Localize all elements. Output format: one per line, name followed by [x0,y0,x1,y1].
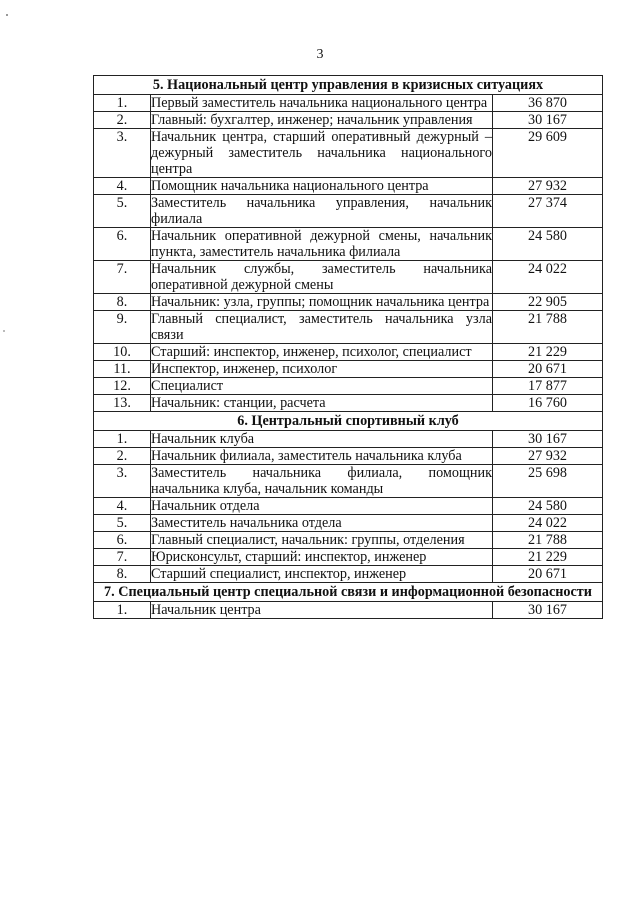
row-number: 1. [94,95,151,112]
position-title-cell [151,378,493,395]
row-number: 3. [94,465,151,498]
salary-amount: 22 905 [493,294,603,311]
position-title-cell [151,448,493,465]
position-title-cell [151,129,493,178]
table-row [94,532,603,549]
position-title: Начальник центра [151,602,261,618]
position-title-cell [151,228,493,261]
section-header-row [94,412,603,431]
table-row [94,465,603,498]
table-row [94,378,603,395]
row-number: 5. [94,515,151,532]
position-title: Начальник центра, старший оперативный дежурный – дежурный заместитель начальника национального центра [151,129,492,177]
table-row [94,448,603,465]
table-row [94,112,603,129]
row-number: 11. [94,361,151,378]
salary-amount: 24 580 [493,228,603,261]
position-title-cell [151,261,493,294]
salary-amount: 30 167 [493,602,603,619]
position-title-cell [151,532,493,549]
position-title: Начальник: узла, группы; помощник начальника центра [151,294,490,310]
position-title: Начальник клуба [151,431,255,447]
row-number: 7. [94,549,151,566]
position-title: Начальник: станции, расчета [151,395,326,411]
table-row [94,566,603,583]
table-row [94,515,603,532]
position-title: Заместитель начальника отдела [151,515,342,531]
salary-amount: 30 167 [493,431,603,448]
position-title-cell [151,361,493,378]
table-row [94,361,603,378]
table-row [94,311,603,344]
position-title: Начальник отдела [151,498,260,514]
table-row [94,129,603,178]
scan-speck [6,14,8,16]
row-number: 8. [94,294,151,311]
row-number: 13. [94,395,151,412]
row-number: 8. [94,566,151,583]
salary-amount: 21 229 [493,549,603,566]
table-row [94,228,603,261]
position-title: Начальник филиала, заместитель начальника клуба [151,448,462,464]
position-title: Первый заместитель начальника национального центра [151,95,488,111]
row-number: 1. [94,602,151,619]
salary-amount: 17 877 [493,378,603,395]
position-title-cell [151,515,493,532]
table-row [94,195,603,228]
salary-amount: 24 022 [493,515,603,532]
position-title-cell [151,195,493,228]
position-title-cell [151,311,493,344]
position-title: Главный: бухгалтер, инженер; начальник управления [151,112,473,128]
position-title-cell [151,549,493,566]
salary-amount: 29 609 [493,129,603,178]
position-title-cell [151,344,493,361]
table-row [94,498,603,515]
salary-amount: 24 580 [493,498,603,515]
position-title: Инспектор, инженер, психолог [151,361,338,377]
salary-amount: 21 788 [493,311,603,344]
position-title-cell [151,178,493,195]
section-header-row [94,76,603,95]
salary-amount: 21 788 [493,532,603,549]
position-title: Заместитель начальника филиала, помощник начальника клуба, начальник команды [151,465,492,497]
salary-amount: 36 870 [493,95,603,112]
table-row [94,395,603,412]
row-number: 6. [94,532,151,549]
row-number: 1. [94,431,151,448]
position-title: Главный специалист, начальник: группы, отделения [151,532,465,548]
row-number: 2. [94,112,151,129]
position-title-cell [151,465,493,498]
salary-amount: 24 022 [493,261,603,294]
salary-amount: 27 932 [493,178,603,195]
salary-table-body [94,76,603,619]
position-title-cell [151,294,493,311]
section-title: 6. Центральный спортивный клуб [94,412,603,431]
position-title: Специалист [151,378,224,394]
position-title: Главный специалист, заместитель начальника узла связи [151,311,492,343]
position-title-cell [151,498,493,515]
table-row [94,95,603,112]
salary-amount: 21 229 [493,344,603,361]
section-title: 7. Специальный центр специальной связи и информационной безопасности [94,583,603,602]
position-title: Старший: инспектор, инженер, психолог, специалист [151,344,472,360]
row-number: 9. [94,311,151,344]
position-title-cell [151,431,493,448]
table-row [94,549,603,566]
position-title: Заместитель начальника управления, начальник филиала [151,195,492,227]
position-title: Начальник службы, заместитель начальника оперативной дежурной смены [151,261,492,293]
table-row [94,602,603,619]
scan-speck [3,330,5,332]
row-number: 7. [94,261,151,294]
table-row [94,431,603,448]
position-title-cell [151,395,493,412]
position-title-cell [151,95,493,112]
salary-amount: 20 671 [493,361,603,378]
salary-amount: 27 374 [493,195,603,228]
salary-amount: 27 932 [493,448,603,465]
table-row [94,294,603,311]
row-number: 12. [94,378,151,395]
position-title: Юрисконсульт, старший: инспектор, инженер [151,549,427,565]
position-title-cell [151,112,493,129]
section-header-row [94,583,603,602]
salary-amount: 16 760 [493,395,603,412]
row-number: 3. [94,129,151,178]
position-title: Старший специалист, инспектор, инженер [151,566,407,582]
page-number: 3 [316,47,324,62]
salary-table [93,75,603,619]
row-number: 10. [94,344,151,361]
position-title-cell [151,566,493,583]
row-number: 6. [94,228,151,261]
salary-amount: 30 167 [493,112,603,129]
salary-amount: 25 698 [493,465,603,498]
table-row [94,261,603,294]
position-title: Помощник начальника национального центра [151,178,429,194]
row-number: 5. [94,195,151,228]
row-number: 2. [94,448,151,465]
position-title-cell [151,602,493,619]
row-number: 4. [94,178,151,195]
section-title: 5. Национальный центр управления в кризисных ситуациях [94,76,603,95]
row-number: 4. [94,498,151,515]
salary-amount: 20 671 [493,566,603,583]
table-row [94,344,603,361]
position-title: Начальник оперативной дежурной смены, начальник пункта, заместитель начальника филиала [151,228,492,260]
table-row [94,178,603,195]
